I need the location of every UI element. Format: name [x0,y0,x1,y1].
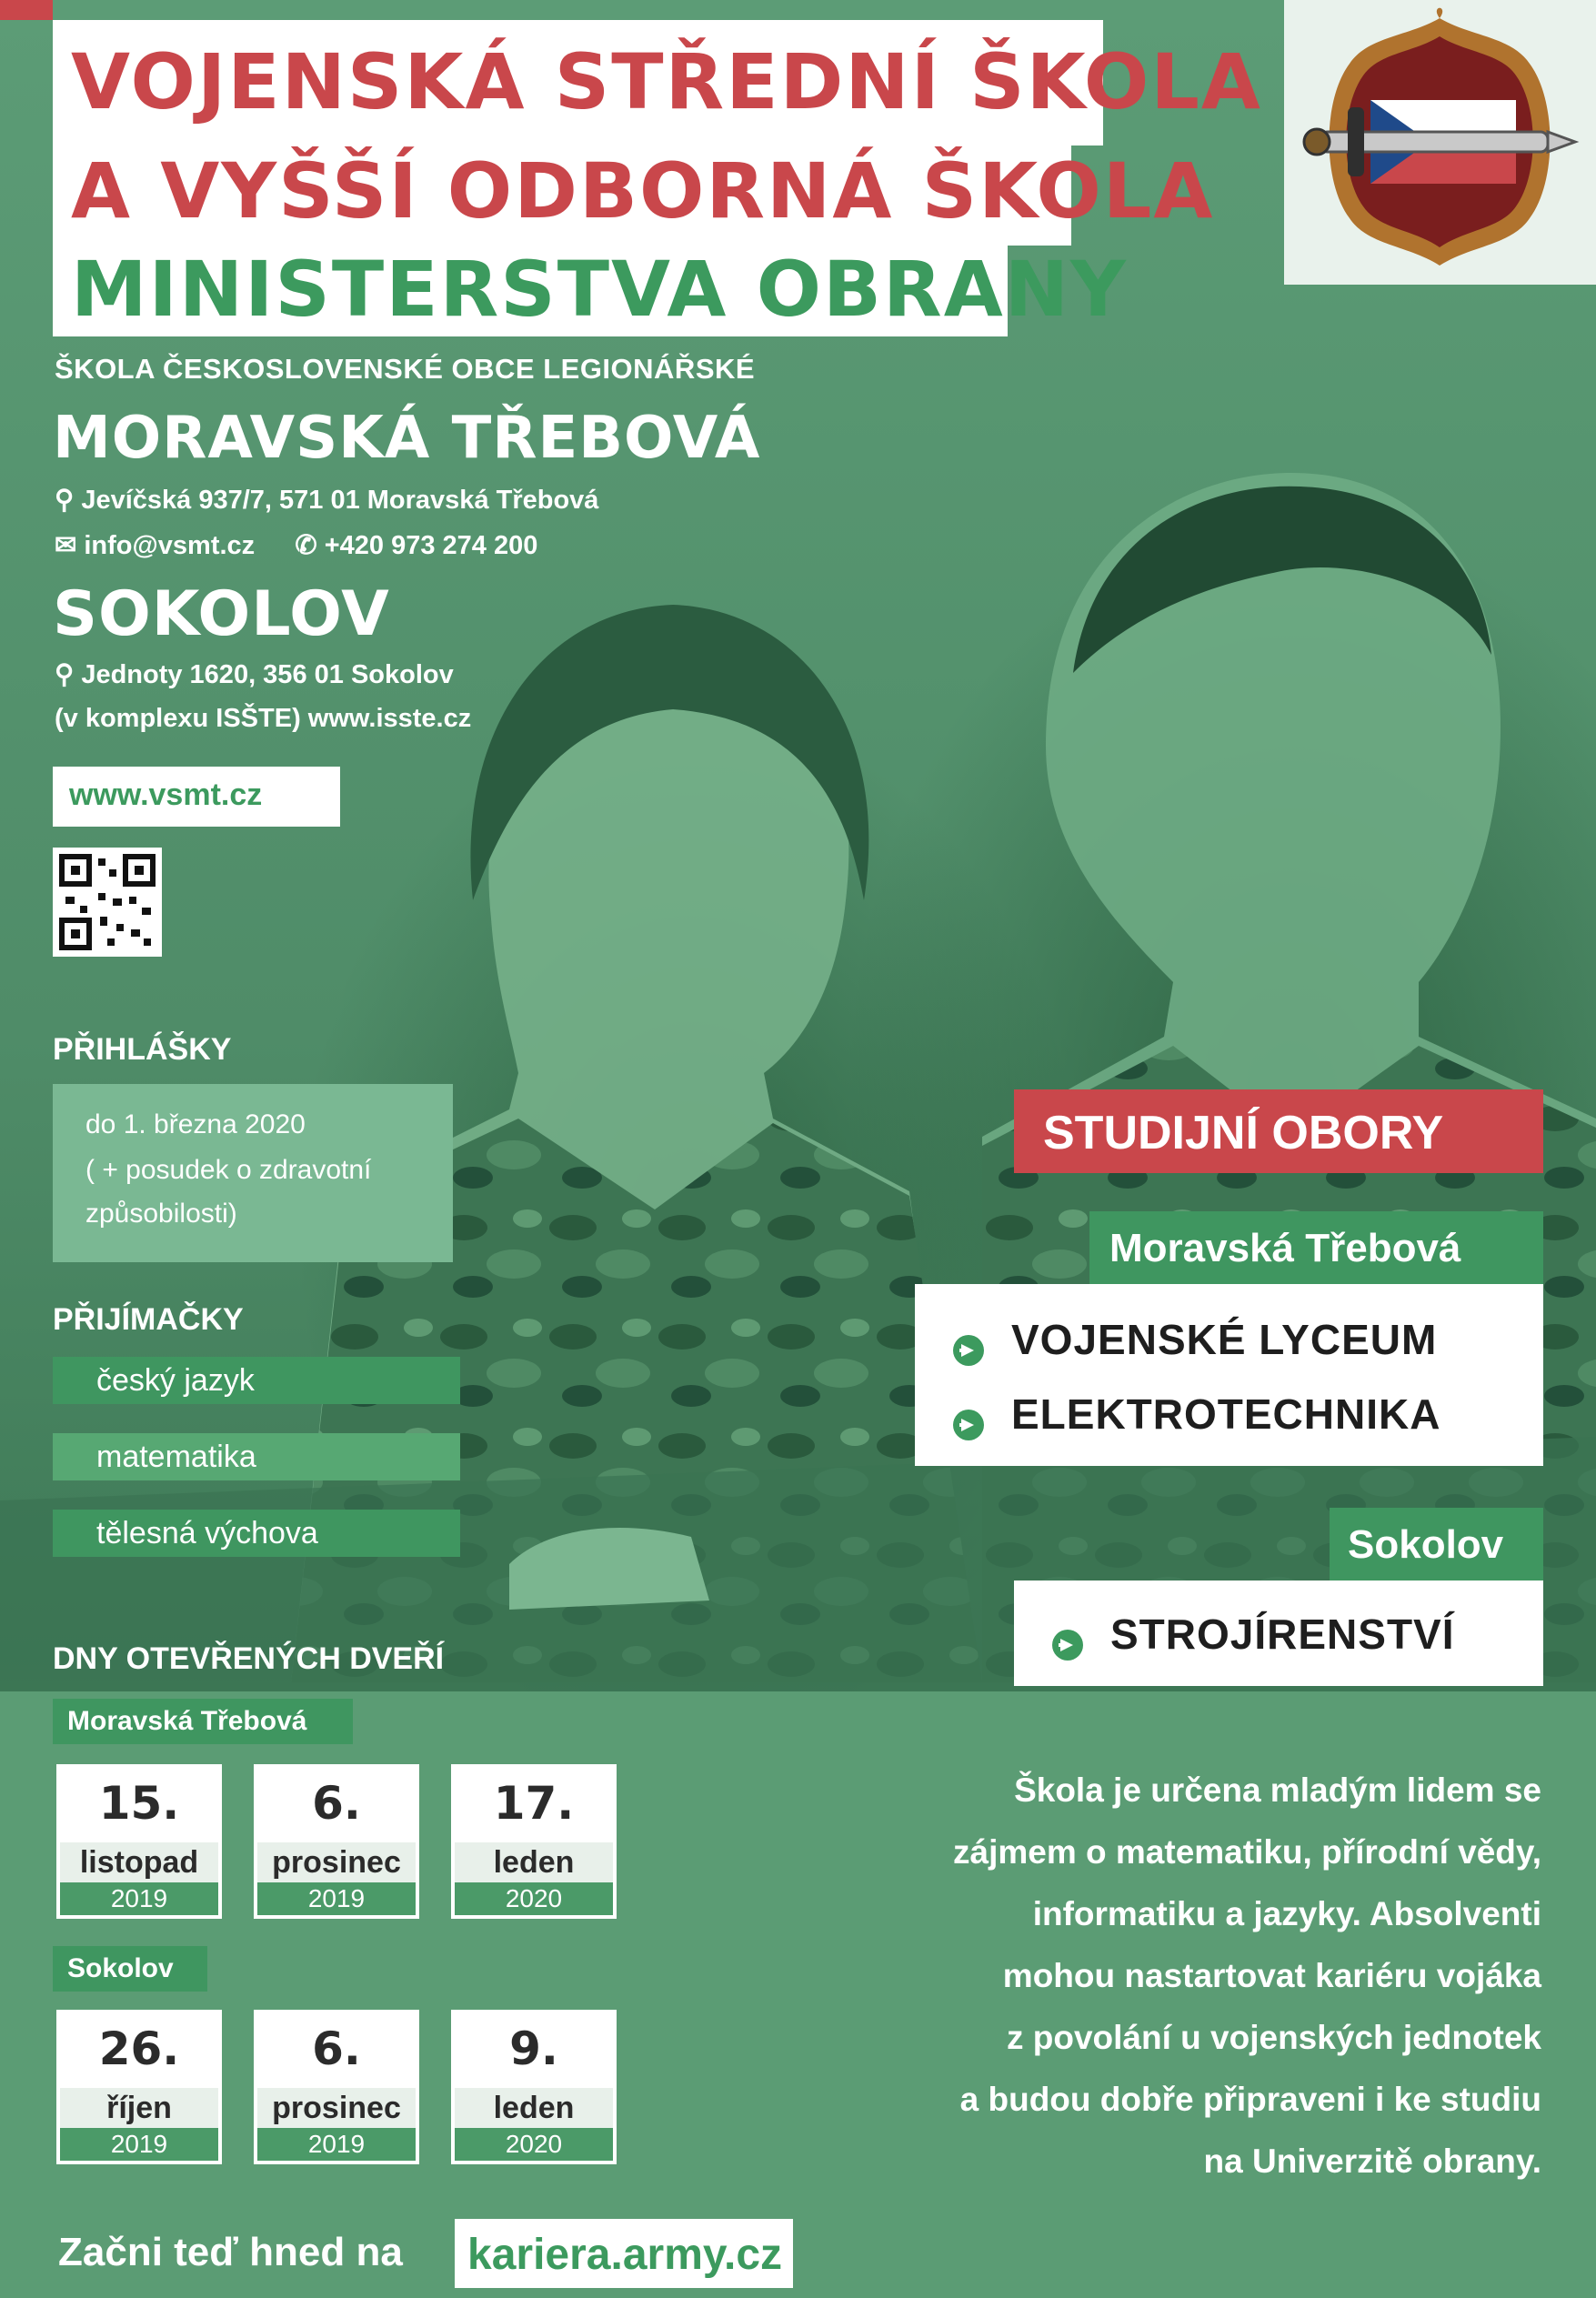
qr-code-icon [53,848,162,957]
so-address: Jednoty 1620, 356 01 Sokolov [81,660,454,689]
exam-item: český jazyk [53,1357,460,1404]
applications-heading: PŘIHLÁŠKY [53,1032,232,1067]
program-item [953,1315,1437,1366]
location-so-name: SOKOLOV [53,578,390,650]
date-month: leden [455,2088,613,2128]
date-year: 2019 [60,1882,218,1915]
programs-mt-box [915,1284,1543,1466]
date-card [451,1764,617,1919]
title-line-1: VOJENSKÁ STŘEDNÍ ŠKOLA [71,37,1262,126]
exam-item: tělesná výchova [53,1510,460,1557]
date-card [56,2010,222,2164]
date-month: leden [455,1842,613,1882]
applications-deadline: do 1. března 2020 [85,1109,306,1139]
description-line: na Univerzitě obrany. [1203,2142,1541,2180]
programs-heading: STUDIJNÍ OBORY [1043,1107,1444,1159]
description-line: Škola je určena mladým lidem se [1014,1771,1541,1809]
applications-box [53,1084,453,1262]
applications-note-1: ( + posudek o zdravotní [85,1155,372,1185]
footer-text: Začni teď hned na [58,2230,403,2274]
subtitle: ŠKOLA ČESKOSLOVENSKÉ OBCE LEGIONÁŘSKÉ [55,353,756,385]
mt-contact-row [55,529,537,561]
arrow-right-icon [953,1335,984,1366]
mt-phone[interactable]: +420 973 274 200 [324,531,538,560]
description [818,1760,1541,2193]
programs-heading-box [1014,1089,1543,1173]
date-year: 2020 [455,2128,613,2161]
footer-link[interactable]: kariera.army.cz [467,2231,783,2279]
open-days-mt-label: Moravská Třebová [67,1706,307,1736]
open-days-so-label: Sokolov [67,1953,174,1983]
exams-heading: PŘIJÍMAČKY [53,1302,244,1337]
description-line: zájmem o matematiku, přírodní vědy, [953,1833,1541,1871]
exam-item: matematika [53,1433,460,1480]
programs-so-label-box [1330,1508,1543,1581]
date-day: 9. [509,2022,558,2075]
date-year: 2019 [257,2128,416,2161]
date-year: 2019 [257,1882,416,1915]
description-line: z povolání u vojenských jednotek [1006,2019,1541,2056]
date-month: prosinec [257,1842,416,1882]
so-complex: (v komplexu ISŠTE) www.isste.cz [55,704,472,733]
date-day: 26. [98,2022,180,2075]
arrow-right-icon [953,1410,984,1440]
programs-mt-label: Moravská Třebová [1109,1226,1461,1270]
date-month: prosinec [257,2088,416,2128]
description-line: informatiku a jazyky. Absolventi [1032,1895,1541,1932]
phone-icon: ✆ [295,531,317,560]
programs-mt-label-box [1089,1211,1543,1284]
date-card [254,1764,419,1919]
description-line: a budou dobře připraveni i ke studiu [959,2081,1541,2118]
location-mt-name: MORAVSKÁ TŘEBOVÁ [53,405,761,472]
date-day: 17. [493,1777,575,1830]
title-line-3: MINISTERSTVA OBRANY [71,245,1128,334]
website-box[interactable] [53,767,340,827]
footer-link-box[interactable] [455,2219,793,2288]
program-item [953,1390,1440,1440]
title-line-2: A VYŠŠÍ ODBORNÁ ŠKOLA [71,146,1215,236]
emblem-panel [1284,0,1596,285]
envelope-icon: ✉ [55,531,77,560]
date-year: 2020 [455,1882,613,1915]
program-item [1052,1610,1455,1661]
date-day: 6. [312,1777,361,1830]
applications-note-2: způsobilosti) [85,1199,237,1229]
date-year: 2019 [60,2128,218,2161]
date-month: listopad [60,1842,218,1882]
date-month: říjen [60,2088,218,2128]
programs-so-box [1014,1581,1543,1686]
date-card [451,2010,617,2164]
mt-address: Jevíčská 937/7, 571 01 Moravská Třebová [81,486,599,515]
so-address-row [55,658,454,690]
program-name: ELEKTROTECHNIKA [1011,1390,1441,1438]
date-day: 15. [98,1777,180,1830]
date-card [56,1764,222,1919]
open-days-mt-label-box [53,1699,353,1744]
pin-icon: ⚲ [55,486,75,515]
website-link[interactable]: www.vsmt.cz [69,778,263,812]
arrow-right-icon [1052,1630,1083,1661]
pin-icon: ⚲ [55,660,75,689]
description-line: mohou nastartovat kariéru vojáka [1002,1957,1541,1994]
open-days-so-label-box [53,1946,207,1992]
date-card [254,2010,419,2164]
programs-so-label: Sokolov [1348,1522,1504,1567]
mt-email[interactable]: info@vsmt.cz [84,531,256,560]
open-days-heading: DNY OTEVŘENÝCH DVEŘÍ [53,1641,445,1676]
date-day: 6. [312,2022,361,2075]
mt-address-row [55,484,598,516]
program-name: STROJÍRENSTVÍ [1110,1611,1455,1658]
sword-emblem-icon [1284,0,1596,285]
corner-tab [0,0,53,20]
program-name: VOJENSKÉ LYCEUM [1011,1316,1438,1363]
